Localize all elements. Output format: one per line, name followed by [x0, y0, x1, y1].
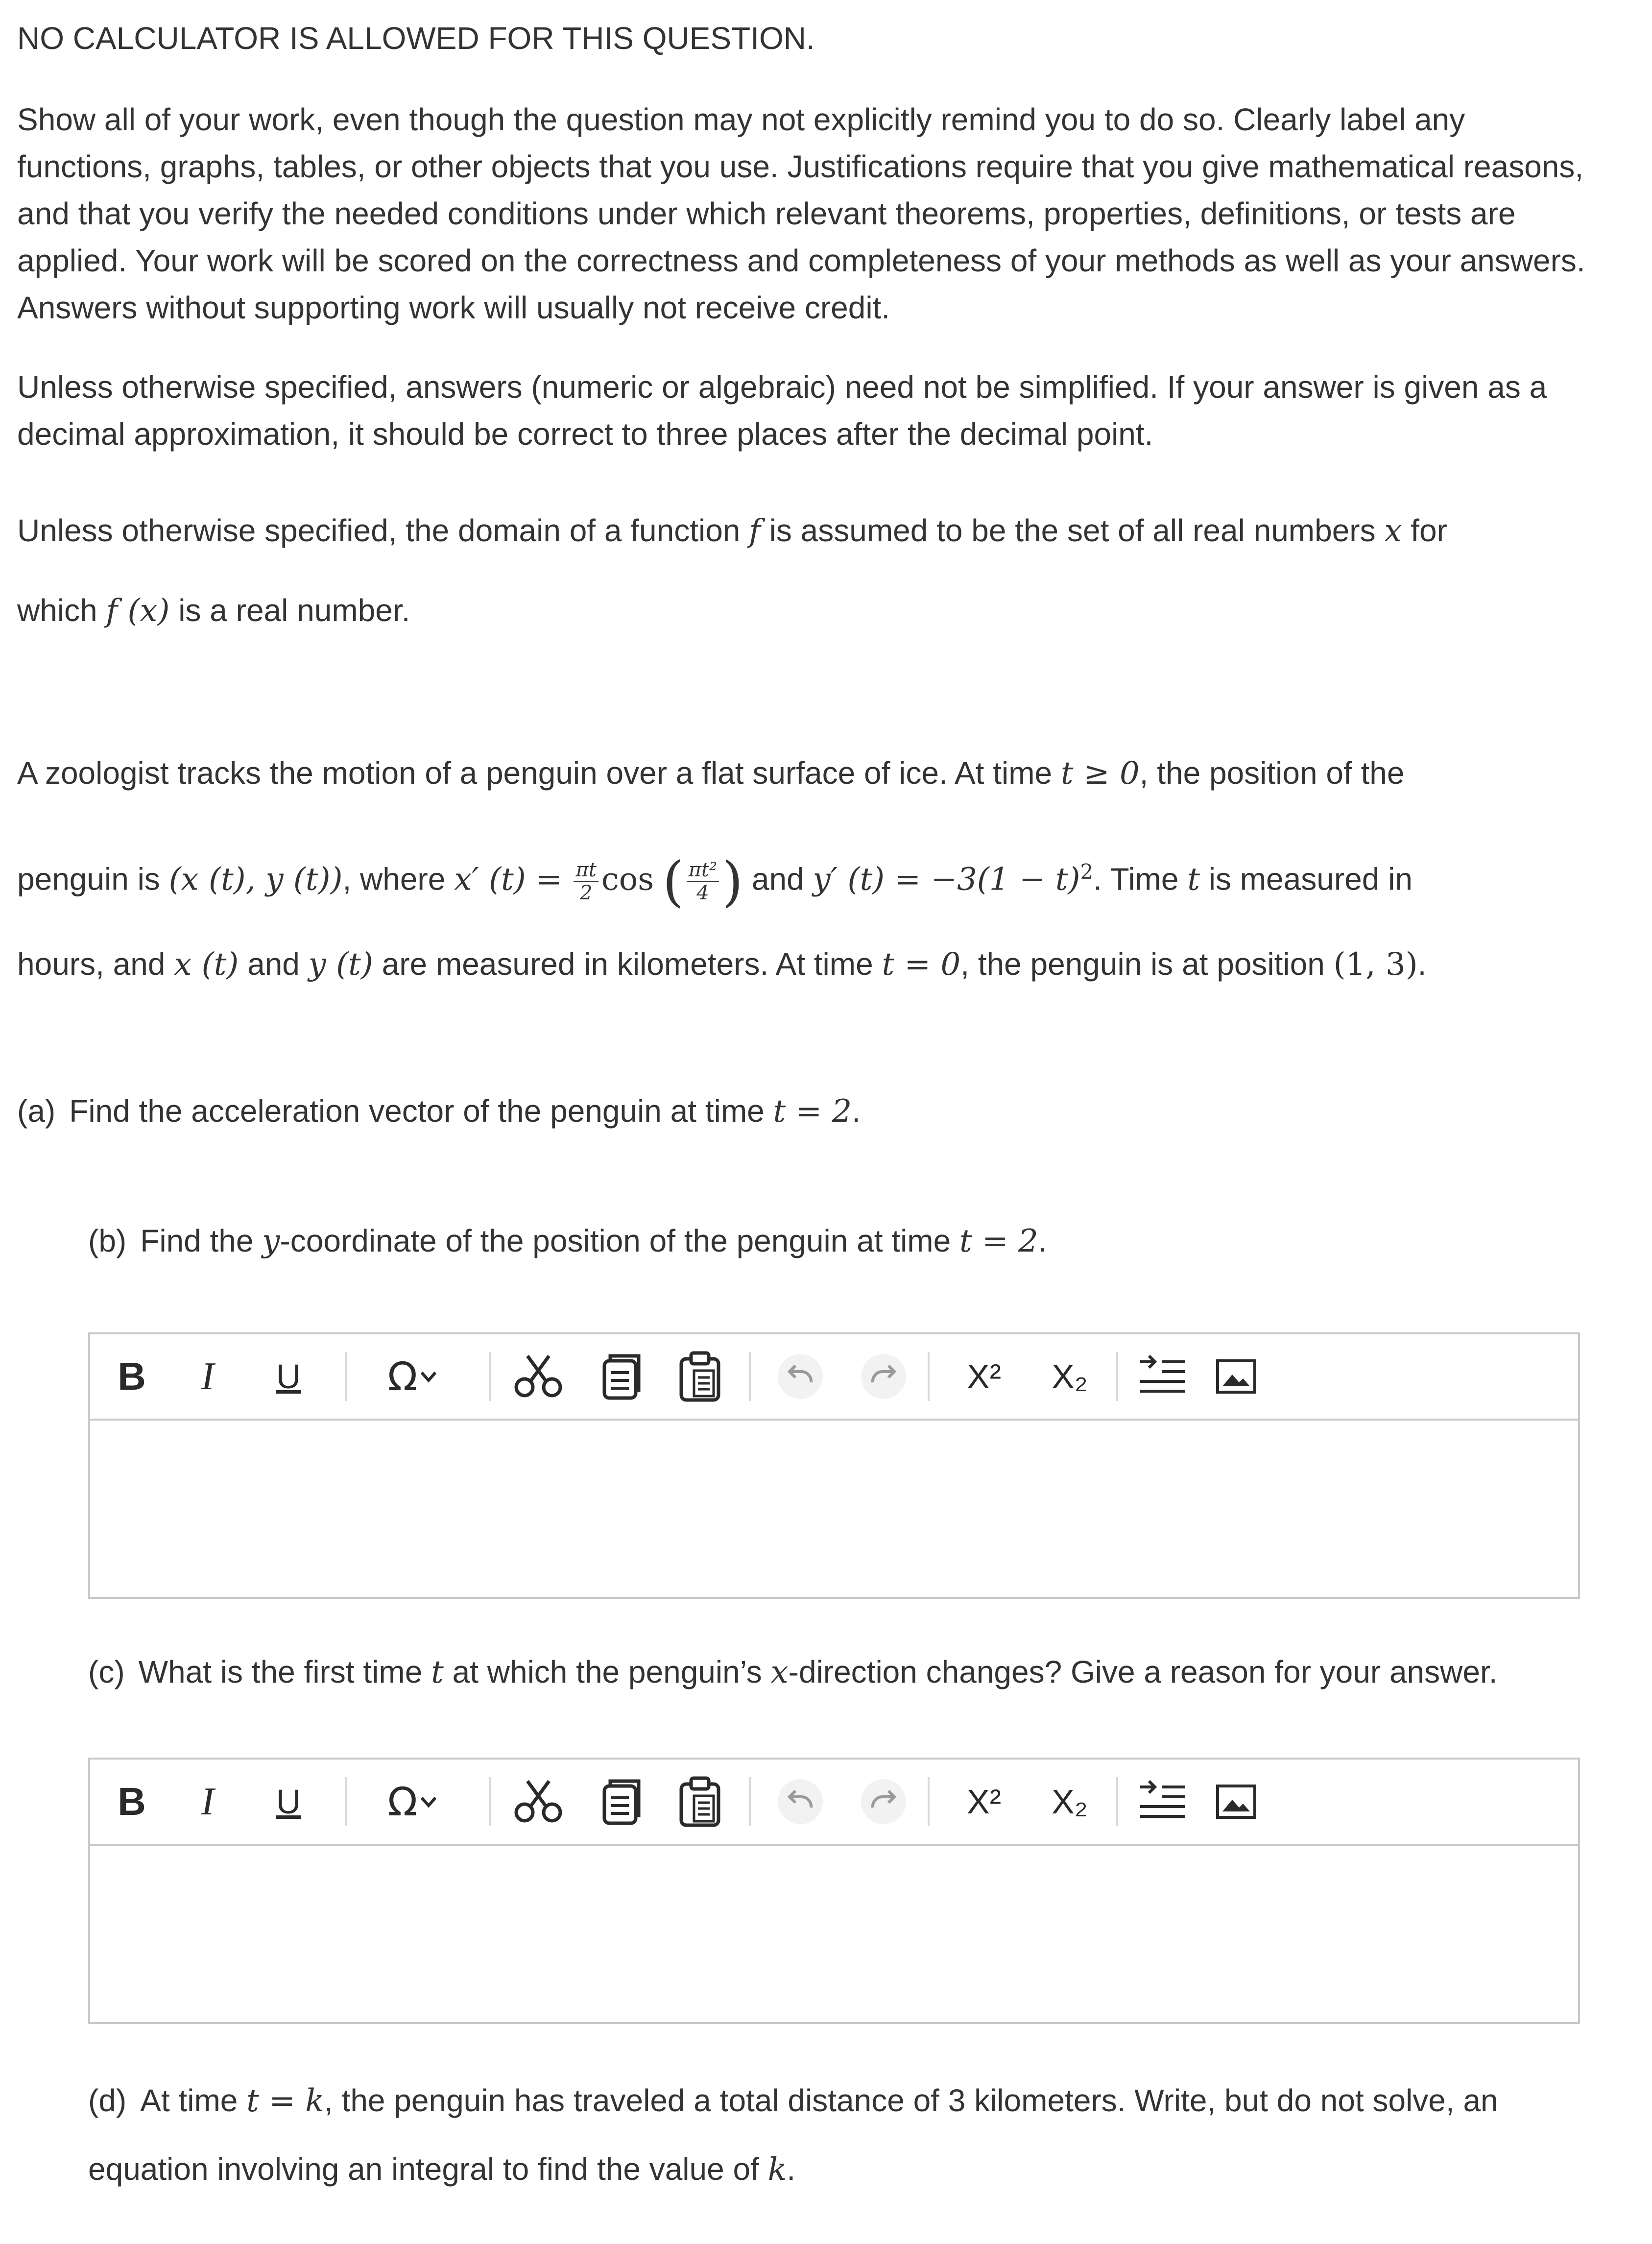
paste-button[interactable]: [673, 1776, 727, 1827]
scissors-icon: [514, 1352, 563, 1401]
copy-button[interactable]: [597, 1351, 646, 1402]
math-t: t: [431, 1654, 444, 1690]
text-span: Unless otherwise specified, the domain of a function: [17, 513, 749, 548]
subscript-button[interactable]: X₂: [1052, 1783, 1088, 1821]
rich-text-editor-part-c: [88, 1758, 1580, 2024]
math-initial-position: (1, 3): [1333, 946, 1418, 983]
underline-button[interactable]: U: [276, 1357, 301, 1396]
math-x-prime: x′ (t) =: [454, 861, 562, 898]
cut-button[interactable]: [511, 1776, 565, 1827]
instructions-paragraph-1: Show all of your work, even though the question may not explicitly remind you to do so. Clearly label any functions, graphs, tables, or other objects that you use. Justifications require that you give mathematical reasons, and that you verify the needed conditions under which relevant theorems, properties, definitions, or tests are applied. Your work will be scored on the correctness and completeness of your methods as well as your answers. Answers without supporting work will usually not receive credit.: [17, 102, 1585, 325]
text-span: which: [17, 593, 106, 628]
math-cos: cos: [601, 861, 654, 898]
text-span: What is the first time: [138, 1654, 431, 1689]
image-icon: [1215, 1782, 1258, 1821]
indent-icon: [1137, 1777, 1188, 1826]
toolbar-separator: [928, 1777, 930, 1826]
part-c-question: [88, 1648, 1606, 1696]
cut-button[interactable]: [511, 1351, 565, 1402]
text-span: .: [1417, 946, 1427, 982]
text-span: is a real number.: [169, 593, 410, 628]
part-c-label: (c): [88, 1654, 125, 1689]
math-t: t: [1187, 861, 1200, 898]
left-paren: (: [662, 850, 684, 913]
text-span: Find the acceleration vector of the penguin at time: [69, 1093, 773, 1129]
text-span: , the penguin has traveled a total distance of 3 kilometers. Write, but do not solve, an: [324, 2083, 1498, 2118]
answer-input-part-c[interactable]: [90, 1846, 1578, 2022]
math-y-prime: y′ (t) = −3(1 − t): [813, 861, 1080, 898]
math-t-equals-2: t = 2: [773, 1093, 852, 1130]
part-d-question: [88, 2077, 1606, 2124]
part-b-label: (b): [88, 1223, 127, 1258]
math-f: f: [749, 513, 761, 549]
text-span: are measured in kilometers. At time: [373, 946, 882, 982]
math-k: k: [767, 2151, 787, 2188]
text-span: A zoologist tracks the motion of a penguin over a flat surface of ice. At time: [17, 755, 1061, 791]
toolbar-separator: [345, 1352, 347, 1401]
no-calculator-notice: NO CALCULATOR IS ALLOWED FOR THIS QUESTION.: [17, 21, 815, 56]
part-a-question: [17, 1087, 1604, 1135]
math-t-equals-2: t = 2: [959, 1223, 1038, 1259]
undo-button[interactable]: [773, 1351, 827, 1402]
math-x-of-t: x (t): [174, 946, 239, 983]
undo-icon: [776, 1777, 825, 1826]
math-fx: f (x): [106, 593, 170, 629]
toolbar-separator: [749, 1352, 751, 1401]
omega-icon: Ω: [387, 1353, 418, 1399]
math-x: x: [1384, 513, 1402, 549]
clipboard-icon: [676, 1351, 723, 1402]
image-icon: [1215, 1357, 1258, 1396]
paste-button[interactable]: [673, 1351, 727, 1402]
toolbar-separator: [489, 1352, 491, 1401]
text-span: penguin is: [17, 861, 169, 897]
toolbar-separator: [749, 1777, 751, 1826]
copy-icon: [599, 1352, 644, 1401]
part-a-label: (a): [17, 1093, 56, 1129]
redo-button[interactable]: [857, 1776, 910, 1827]
problem-line-3: [17, 941, 1604, 988]
bold-button[interactable]: B: [118, 1354, 146, 1398]
text-span: , the position of the: [1139, 755, 1405, 791]
part-d-label: (d): [88, 2083, 127, 2118]
special-characters-dropdown[interactable]: [369, 1776, 457, 1827]
text-span: and: [751, 861, 813, 897]
toolbar-separator: [345, 1777, 347, 1826]
rich-text-editor-part-b: [88, 1332, 1580, 1599]
italic-button[interactable]: I: [201, 1780, 215, 1823]
text-span: Find the: [140, 1223, 263, 1258]
fraction-numerator: πt²: [687, 859, 719, 882]
fraction-denominator: 2: [579, 881, 593, 904]
chevron-down-icon: [418, 1791, 439, 1812]
special-characters-dropdown[interactable]: [369, 1351, 457, 1402]
text-span: at which the penguin’s: [443, 1654, 771, 1689]
problem-line-1: [17, 749, 1604, 797]
right-paren: ): [722, 850, 743, 913]
toolbar-separator: [1116, 1352, 1118, 1401]
part-b-question: [88, 1217, 1606, 1265]
clipboard-icon: [676, 1776, 723, 1827]
toolbar-separator: [489, 1777, 491, 1826]
text-span: , the penguin is at position: [960, 946, 1334, 982]
text-span: equation involving an integral to find the value of: [88, 2151, 768, 2187]
text-span: hours, and: [17, 946, 174, 982]
underline-button[interactable]: U: [276, 1783, 301, 1821]
superscript-button[interactable]: X²: [967, 1357, 1001, 1396]
toolbar-separator: [928, 1352, 930, 1401]
text-span: . Time: [1093, 861, 1188, 897]
text-span: is measured in: [1199, 861, 1413, 897]
text-span: for: [1402, 513, 1447, 548]
chevron-down-icon: [418, 1366, 439, 1387]
text-span: At time: [140, 2083, 247, 2118]
redo-icon: [859, 1352, 908, 1401]
instructions-paragraph-3: [17, 507, 1604, 634]
math-y: y: [262, 1223, 280, 1259]
redo-button[interactable]: [857, 1351, 910, 1402]
bold-button[interactable]: B: [118, 1780, 146, 1823]
fraction-denominator: 4: [696, 881, 709, 904]
toolbar-separator: [1116, 1777, 1118, 1826]
text-span: -coordinate of the position of the penguin at time: [280, 1223, 959, 1258]
problem-line-2: [17, 840, 1604, 913]
fraction-pi-t-over-2: [574, 859, 598, 904]
instructions-paragraph-2: Unless otherwise specified, answers (numeric or algebraic) need not be simplified. If your answer is given as a decimal approximation, it should be correct to three places after the decimal point.: [17, 369, 1547, 452]
math-t-condition: t ≥ 0: [1060, 755, 1140, 792]
math-t-zero: t = 0: [882, 946, 961, 983]
undo-icon: [776, 1352, 825, 1401]
fraction-pi-t2-over-4: [687, 859, 719, 904]
superscript-button[interactable]: X²: [967, 1783, 1001, 1821]
insert-image-button[interactable]: [1212, 1776, 1261, 1827]
indent-button[interactable]: [1133, 1776, 1192, 1827]
text-span: -direction changes? Give a reason for your answer.: [788, 1654, 1498, 1689]
indent-button[interactable]: [1133, 1351, 1192, 1402]
text-span: , where: [342, 861, 455, 897]
scissors-icon: [514, 1777, 563, 1826]
redo-icon: [859, 1777, 908, 1826]
text-span: .: [852, 1093, 861, 1129]
part-d-question-line-2: [88, 2146, 1606, 2193]
text-span: .: [1038, 1223, 1047, 1258]
math-x: x: [770, 1654, 789, 1690]
undo-button[interactable]: [773, 1776, 827, 1827]
subscript-button[interactable]: X₂: [1052, 1357, 1088, 1396]
italic-button[interactable]: I: [201, 1354, 215, 1398]
omega-icon: Ω: [387, 1779, 418, 1825]
answer-input-part-b[interactable]: [90, 1421, 1578, 1597]
editor-toolbar: [90, 1760, 1578, 1846]
math-exponent: 2: [1080, 860, 1094, 884]
math-position: (x (t), y (t)): [168, 861, 343, 898]
copy-icon: [599, 1777, 644, 1826]
math-y-of-t: y (t): [308, 946, 373, 983]
indent-icon: [1137, 1352, 1188, 1401]
math-t-equals-k: t = k: [246, 2083, 324, 2119]
text-span: and: [239, 946, 309, 982]
insert-image-button[interactable]: [1212, 1351, 1261, 1402]
text-span: .: [787, 2151, 796, 2187]
text-span: is assumed to be the set of all real numbers: [760, 513, 1385, 548]
editor-toolbar: [90, 1334, 1578, 1421]
fraction-numerator: πt: [574, 859, 598, 882]
copy-button[interactable]: [597, 1776, 646, 1827]
